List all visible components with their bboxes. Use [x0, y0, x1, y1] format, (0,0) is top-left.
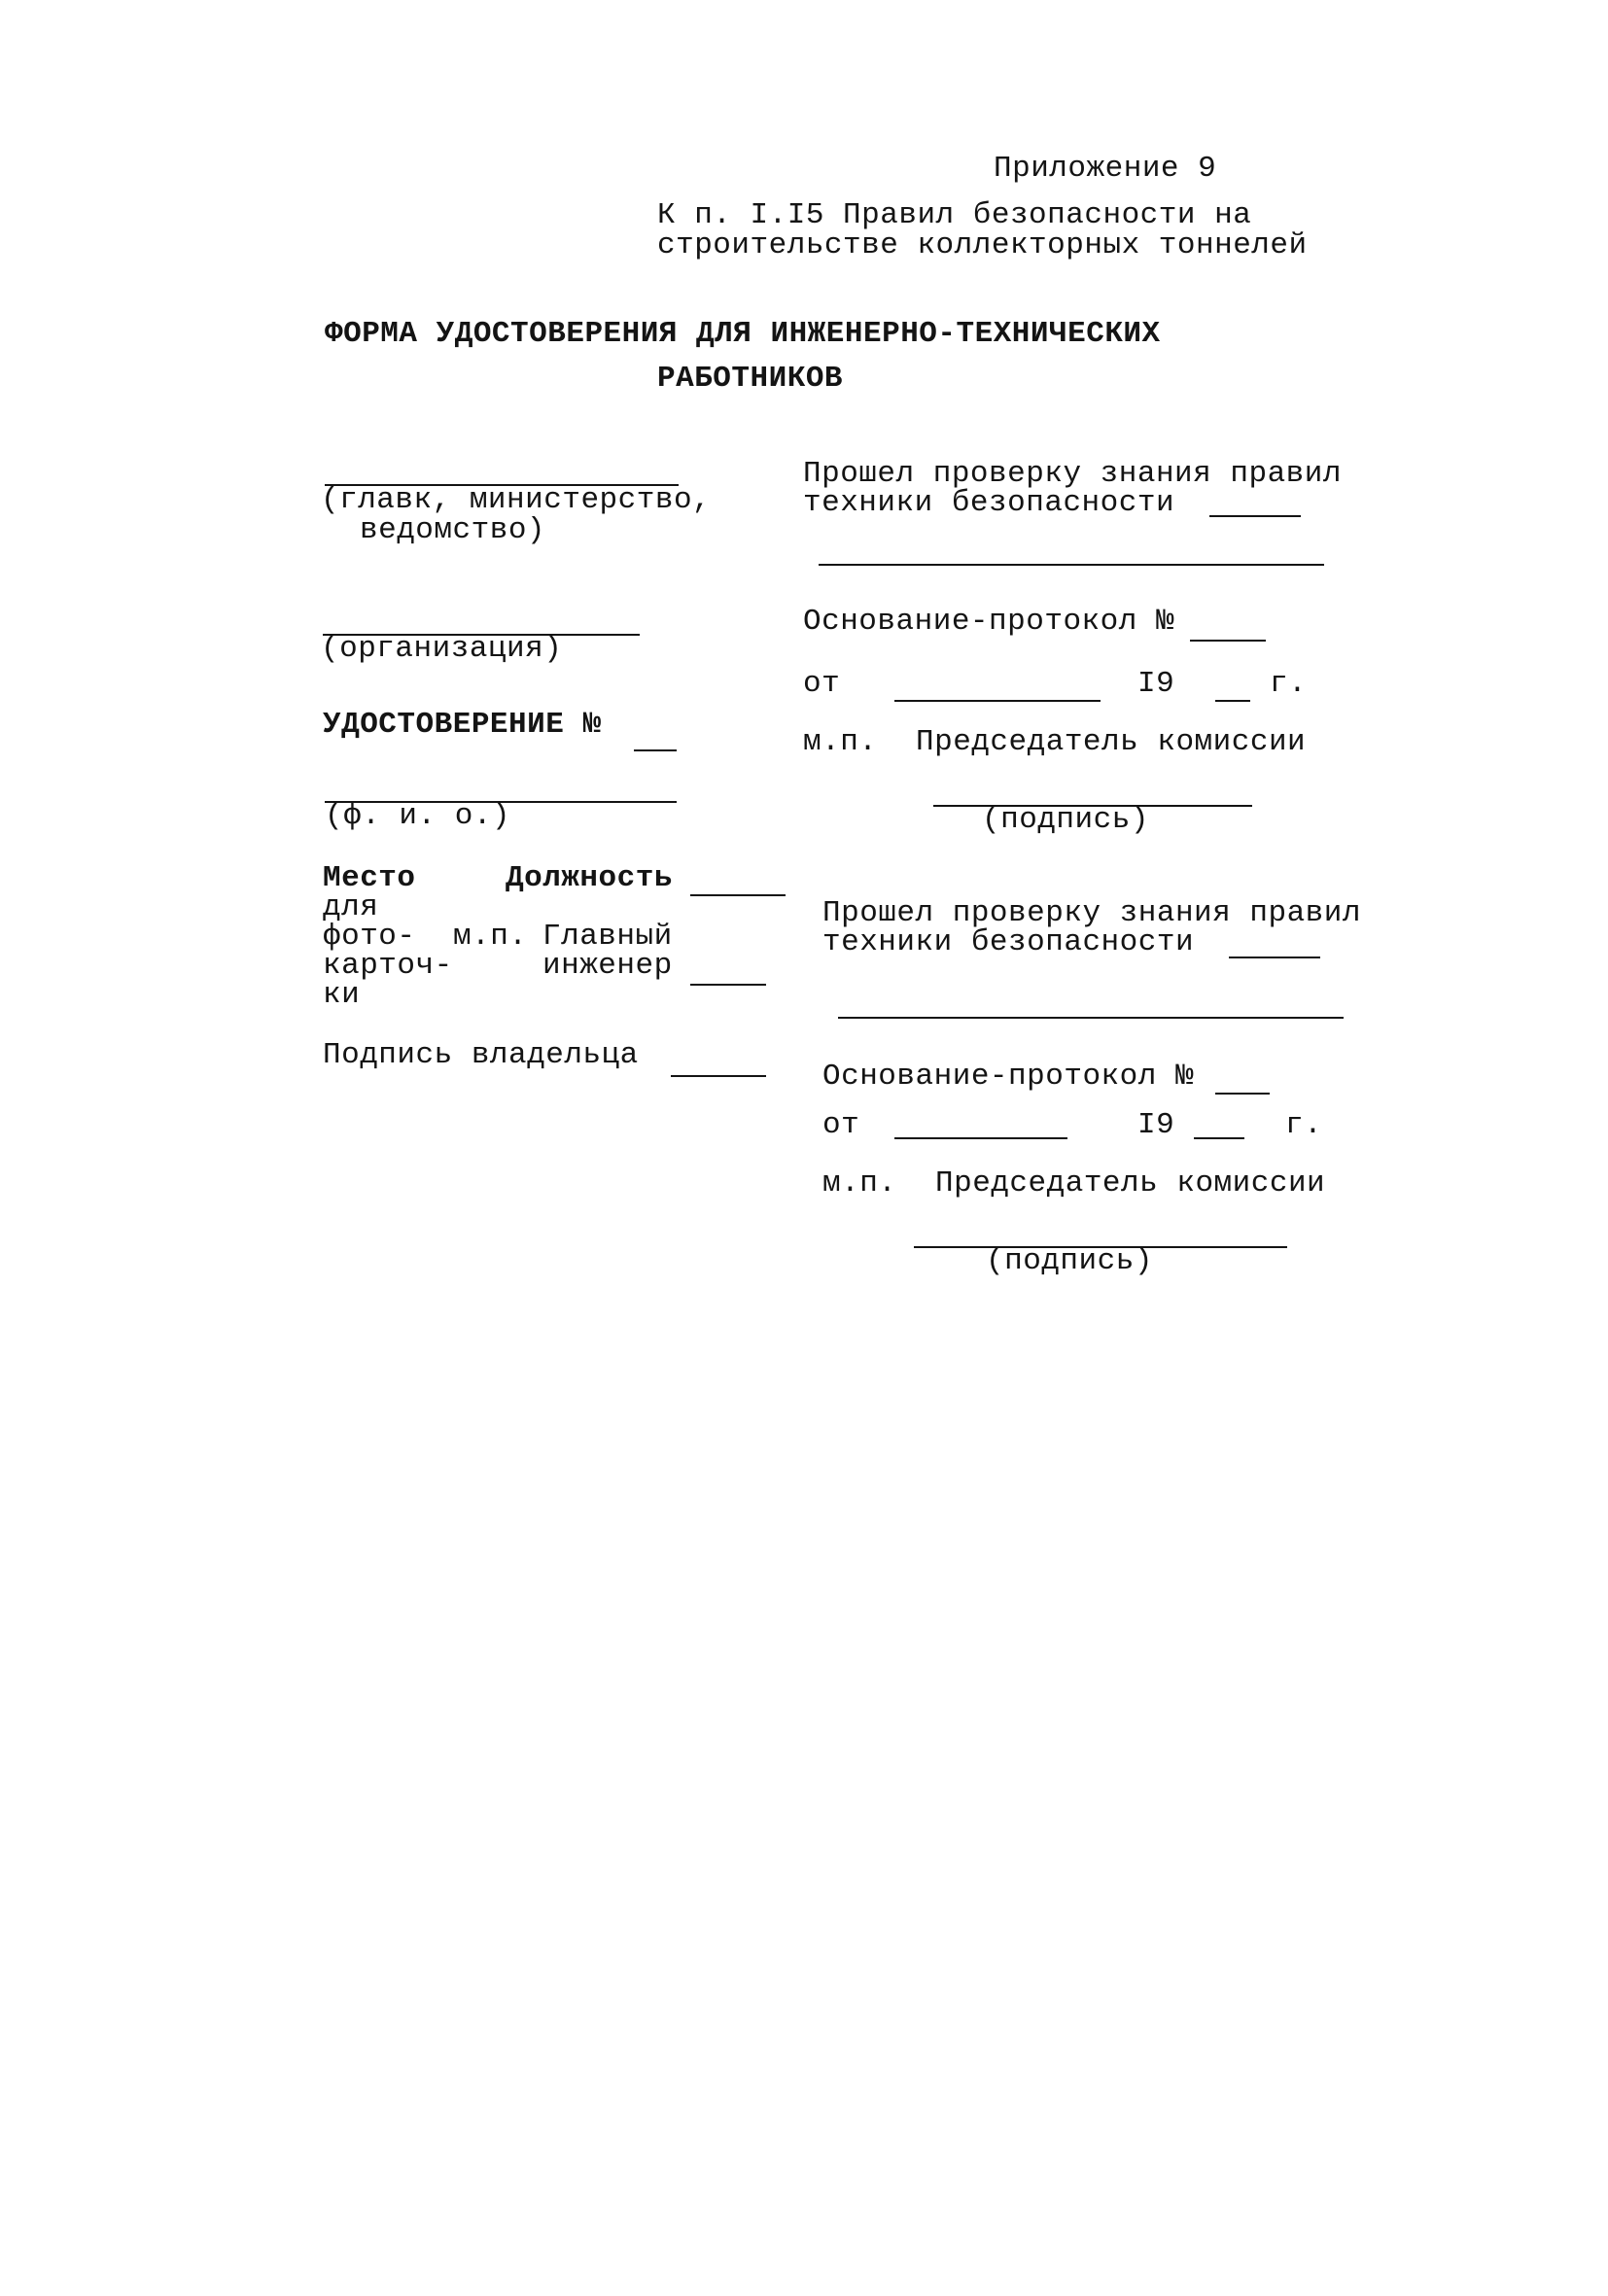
rb1-year-label: I9 — [1137, 667, 1175, 701]
organization-caption: (организация) — [321, 632, 563, 666]
photo-place-line-3: фото- — [323, 920, 416, 954]
rb1-stamp-label: м.п. — [803, 725, 878, 759]
reference-line-2: строительстве коллекторных тоннелей — [657, 228, 1308, 262]
owner-signature-blank — [671, 1075, 766, 1077]
photo-place-line-2: для — [323, 890, 379, 924]
rb1-date-blank — [894, 700, 1101, 702]
rb2-from-label: от — [822, 1108, 860, 1142]
certificate-number-label: УДОСТОВЕРЕНИЕ № — [323, 708, 602, 742]
form-title-line-1: ФОРМА УДОСТОВЕРЕНИЯ ДЛЯ ИНЖЕНЕРНО-ТЕХНИЧЕСКИХ — [325, 317, 1161, 351]
rb2-passed-line-1: Прошел проверку знания правил — [822, 896, 1361, 930]
rb1-from-label: от — [803, 667, 841, 701]
rb2-year-suffix: г. — [1285, 1108, 1323, 1142]
chief-engineer-line-2: инженер — [542, 949, 673, 983]
certificate-number-blank — [634, 749, 677, 751]
rb1-protocol-label: Основание-протокол № — [803, 605, 1175, 639]
fio-caption: (ф. и. о.) — [325, 799, 511, 833]
reference-line-1: К п. I.I5 Правил безопасности на — [657, 198, 1252, 232]
rb2-passed-line-2: техники безопасности — [822, 925, 1195, 959]
rb2-date-blank — [894, 1137, 1067, 1139]
position-label: Должность — [506, 861, 673, 895]
rb2-year-label: I9 — [1137, 1108, 1175, 1142]
photo-place-line-1: Место — [323, 861, 416, 895]
rb1-protocol-blank — [1190, 640, 1266, 642]
ministry-caption-line-1: (главк, министерство, — [321, 483, 712, 517]
rb2-extra-blank — [838, 1017, 1344, 1019]
appendix-label: Приложение 9 — [994, 152, 1217, 186]
rb2-chairman-label: Председатель комиссии — [935, 1166, 1326, 1200]
photo-place-line-5: ки — [323, 978, 361, 1012]
rb1-extra-blank — [819, 564, 1324, 566]
rb1-year-blank — [1215, 700, 1250, 702]
rb2-protocol-label: Основание-протокол № — [822, 1060, 1195, 1094]
rb2-year-blank — [1194, 1137, 1244, 1139]
photo-place-line-4: карточ- — [323, 949, 453, 983]
rb2-stamp-label: м.п. — [822, 1166, 897, 1200]
chief-engineer-line-1: Главный — [542, 920, 673, 954]
chief-engineer-blank — [690, 984, 766, 986]
rb1-signature-caption: (подпись) — [982, 803, 1149, 837]
left-stamp-label: м.п. — [453, 920, 528, 954]
rb1-year-suffix: г. — [1270, 667, 1308, 701]
rb2-signature-caption: (подпись) — [986, 1244, 1153, 1278]
rb1-passed-line-1: Прошел проверку знания правил — [803, 457, 1342, 491]
form-title-line-2: РАБОТНИКОВ — [657, 362, 844, 396]
rb1-passed-blank — [1209, 515, 1301, 517]
rb1-chairman-label: Председатель комиссии — [916, 725, 1307, 759]
rb2-protocol-blank — [1215, 1093, 1270, 1095]
owner-signature-label: Подпись владельца — [323, 1038, 639, 1072]
position-blank — [690, 894, 786, 896]
rb2-passed-blank — [1229, 957, 1320, 958]
ministry-caption-line-2: ведомство) — [360, 513, 546, 547]
rb1-passed-line-2: техники безопасности — [803, 486, 1175, 520]
